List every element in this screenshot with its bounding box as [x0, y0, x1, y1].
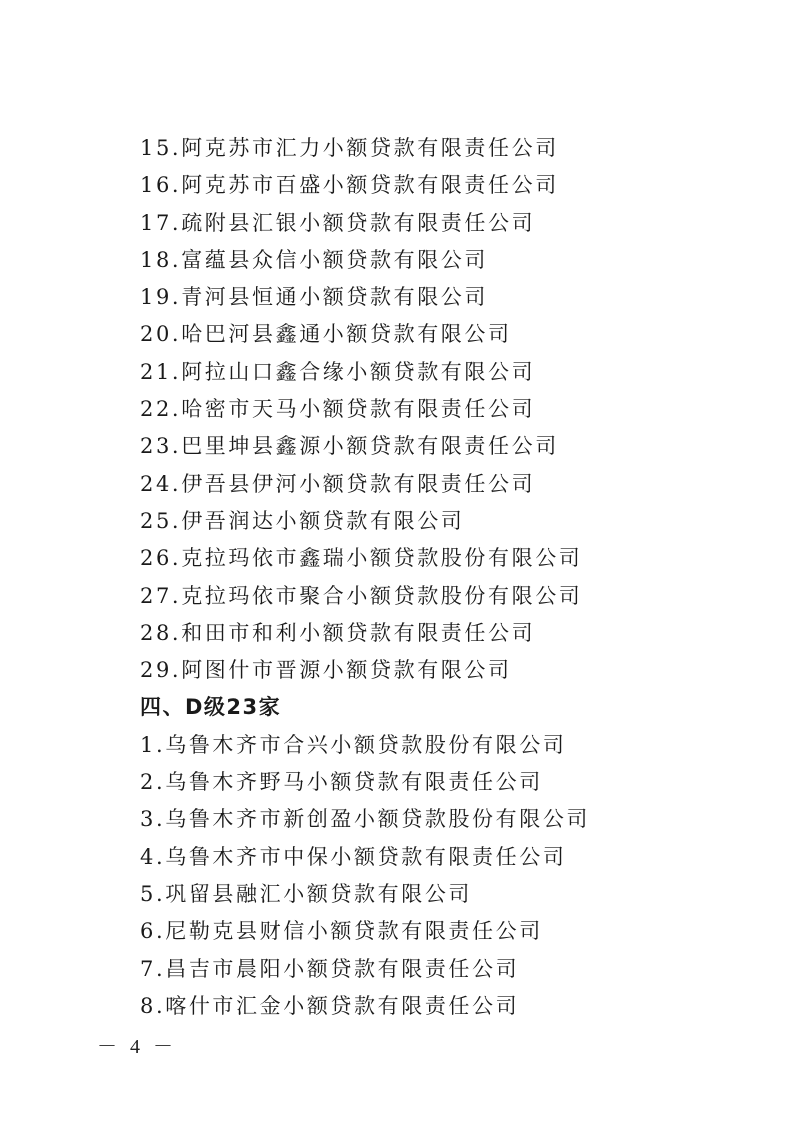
list-item: 16.阿克苏市百盛小额贷款有限责任公司 [140, 173, 559, 198]
list-item: 26.克拉玛依市鑫瑞小额贷款股份有限公司 [140, 546, 583, 571]
list-item: 24.伊吾县伊河小额贷款有限责任公司 [140, 471, 536, 496]
list-item: 3.乌鲁木齐市新创盈小额贷款股份有限公司 [140, 807, 591, 832]
list-item: 29.阿图什市晋源小额贷款有限公司 [140, 658, 512, 683]
list-item: 19.青河县恒通小额贷款有限公司 [140, 285, 488, 310]
list-item: 27.克拉玛依市聚合小额贷款股份有限公司 [140, 583, 583, 608]
list-item: 20.哈巴河县鑫通小额贷款有限公司 [140, 322, 512, 347]
list-item: 5.巩留县融汇小额贷款有限公司 [140, 881, 473, 906]
list-item: 17.疏附县汇银小额贷款有限责任公司 [140, 210, 536, 235]
page-number: － 4 － [97, 1036, 177, 1058]
list-item: 25.伊吾润达小额贷款有限公司 [140, 508, 465, 533]
list-item: 22.哈密市天马小额贷款有限责任公司 [140, 397, 536, 422]
list-item: 15.阿克苏市汇力小额贷款有限责任公司 [140, 136, 559, 160]
list-item: 1.乌鲁木齐市合兴小额贷款股份有限公司 [140, 732, 567, 757]
section-heading: 四、D级23家 [140, 695, 282, 720]
list-item: 23.巴里坤县鑫源小额贷款有限责任公司 [140, 434, 559, 459]
list-item: 6.尼勒克县财信小额贷款有限责任公司 [140, 919, 543, 944]
list-item: 18.富蕴县众信小额贷款有限公司 [140, 247, 488, 272]
list-item: 2.乌鲁木齐野马小额贷款有限责任公司 [140, 770, 543, 795]
list-item: 4.乌鲁木齐市中保小额贷款有限责任公司 [140, 844, 567, 869]
list-item: 8.喀什市汇金小额贷款有限责任公司 [140, 993, 520, 1018]
list-item: 7.昌吉市晨阳小额贷款有限责任公司 [140, 956, 520, 981]
list-item: 21.阿拉山口鑫合缘小额贷款有限公司 [140, 359, 536, 384]
company-list [140, 130, 590, 1025]
list-item: 28.和田市和利小额贷款有限责任公司 [140, 620, 536, 645]
